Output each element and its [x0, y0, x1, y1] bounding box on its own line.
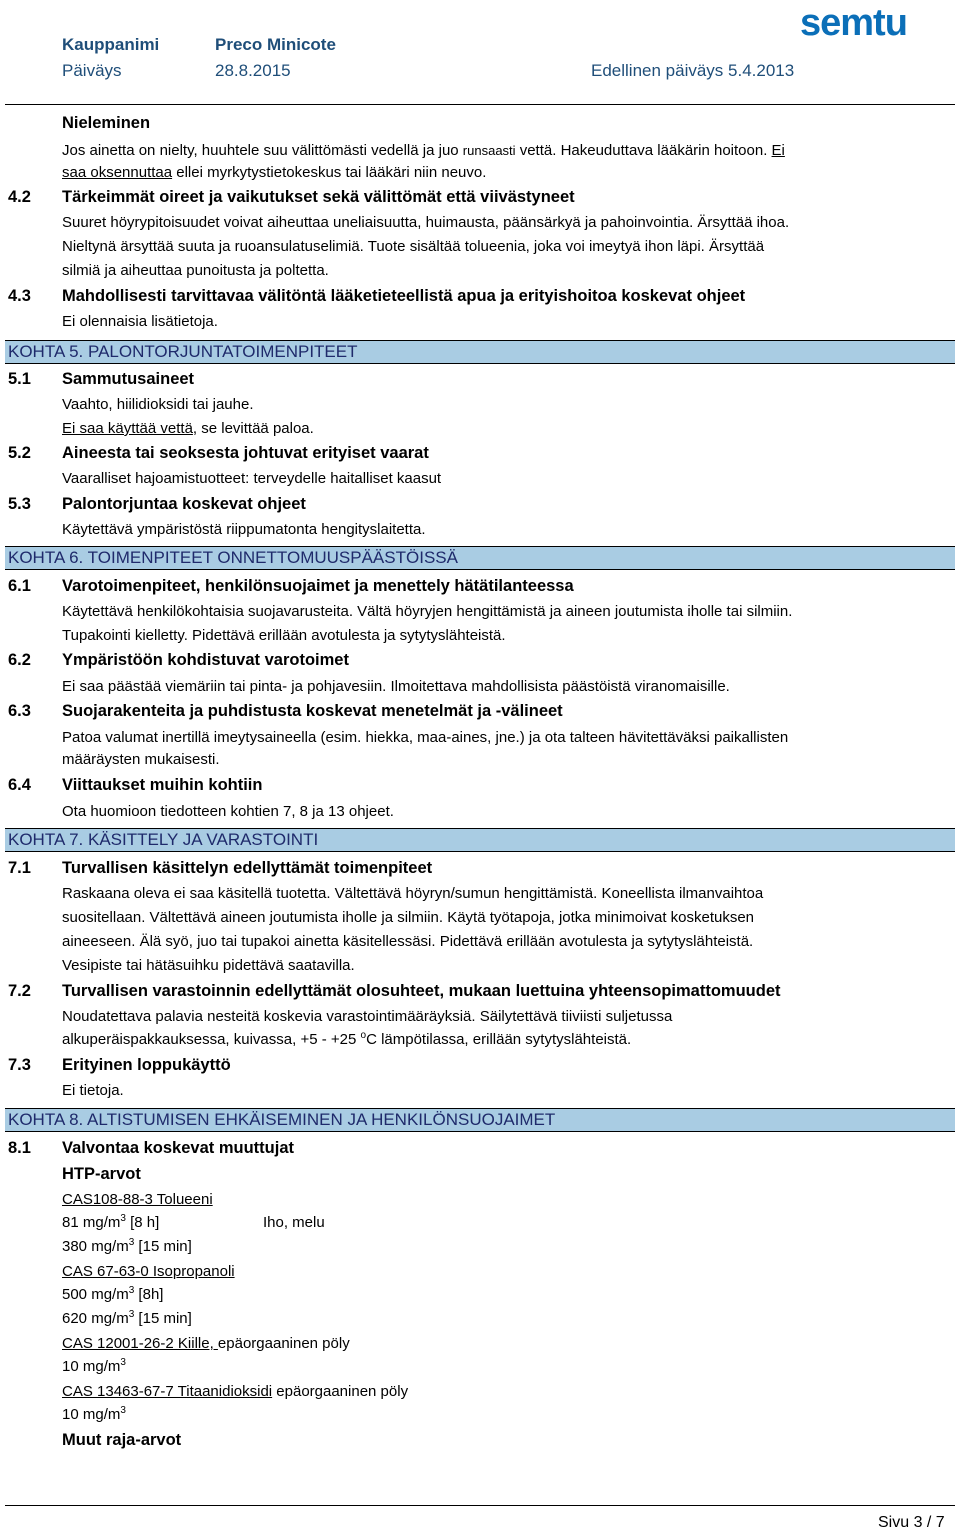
swallow-text-line2: [62, 164, 486, 181]
section-title-6-3: Suojarakenteita ja puhdistusta koskevat menetelmät ja -välineet: [62, 702, 563, 720]
section-title-6-4: Viittaukset muihin kohtiin: [62, 776, 263, 794]
section-number-7-1: 7.1: [8, 859, 31, 877]
section-title-8-1: Valvontaa koskevat muuttujat: [62, 1139, 294, 1157]
section-7-title: KOHTA 7. KÄSITTELY JA VARASTOINTI: [8, 830, 319, 849]
text-span: 3: [120, 1213, 126, 1224]
section-title-6-1: Varotoimenpiteet, henkilönsuojaimet ja menettely hätätilanteessa: [62, 577, 574, 595]
paragraph-6-2: Ei saa päästää viemäriin tai pinta- ja pohjavesiin. Ilmoitettava mahdollisista päästöistä viranomaisille.: [62, 678, 730, 695]
text-span: CAS 12001-26-2 Kiille,: [62, 1335, 218, 1352]
toluene-value-15min: [62, 1238, 192, 1255]
paragraph-7-2-line2: [62, 1031, 631, 1048]
swallow-heading: Nieleminen: [62, 114, 151, 132]
section-title-5-1: Sammutusaineet: [62, 370, 195, 388]
text-span: ellei myrkytystietokeskus tai lääkäri niin neuvo.: [172, 164, 487, 181]
paragraph-7-2-line1: Noudatettava palavia nesteitä koskevia varastointimääräyksiä. Säilytettävä tiiviisti suljetussa: [62, 1008, 673, 1025]
brand-label: Kauppanimi: [62, 35, 160, 54]
section-number-4-3: 4.3: [8, 287, 31, 305]
paragraph-7-3: Ei tietoja.: [62, 1082, 124, 1099]
semtu-logo: semtu: [800, 2, 907, 44]
paragraph-6-1-line2: Tupakointi kielletty. Pidettävä erillään avotulesta ja sytytyslähteistä.: [62, 627, 506, 644]
section-number-6-4: 6.4: [8, 776, 31, 794]
paragraph-6-3-line2: määräysten mukaisesti.: [62, 751, 220, 768]
footer-divider: [5, 1505, 955, 1506]
titanium-dioxide-value: [62, 1406, 126, 1423]
date-value: 28.8.2015: [215, 61, 291, 80]
section-title-4-2: Tärkeimmät oireet ja vaikutukset sekä välittömät että viivästyneet: [62, 188, 575, 206]
swallow-text-line1: [62, 142, 785, 159]
text-span: 3: [120, 1357, 126, 1368]
section-title-5-3: Palontorjuntaa koskevat ohjeet: [62, 495, 306, 513]
isopropanol-value-8h: [62, 1286, 163, 1303]
section-title-7-2: Turvallisen varastoinnin edellyttämät olosuhteet, mukaan luettuina yhteensopimattomuudet: [62, 982, 781, 1000]
mica-value: [62, 1358, 126, 1375]
paragraph-6-1-line1: Käytettävä henkilökohtaisia suojavarusteita. Vältä höyryjen hengittämistä ja aineen joutumista iholle tai silmiin.: [62, 603, 793, 620]
section-number-5-3: 5.3: [8, 495, 31, 513]
date-label: Päiväys: [62, 61, 122, 80]
text-span: 3: [128, 1285, 135, 1296]
text-span: 620 mg/m: [62, 1310, 129, 1327]
paragraph-4-3: Ei olennaisia lisätietoja.: [62, 313, 218, 330]
page-number: Sivu 3 / 7: [878, 1514, 945, 1531]
section-title-7-1: Turvallisen käsittelyn edellyttämät toimenpiteet: [62, 859, 433, 877]
text-span: Jos ainetta on nielty, huuhtele suu välittömästi vedellä ja juo: [62, 142, 463, 159]
text-span: alkuperäispakkauksessa, kuivassa, +5 - +25: [62, 1031, 361, 1048]
text-span: 500 mg/m: [62, 1286, 129, 1303]
section-5-band: [5, 340, 955, 364]
paragraph-6-4: Ota huomioon tiedotteen kohtien 7, 8 ja 13 ohjeet.: [62, 803, 394, 820]
paragraph-5-3: Käytettävä ympäristöstä riippumatonta hengityslaitetta.: [62, 521, 426, 538]
htp-heading: HTP-arvot: [62, 1165, 141, 1183]
section-number-7-2: 7.2: [8, 982, 31, 1000]
paragraph-7-1-line3: aineeseen. Älä syö, juo tai tupakoi ainetta käsitellessäsi. Pidettävä erillään avotulesta ja sytytyslähteistä.: [62, 933, 754, 950]
text-span: [8 h]: [125, 1214, 160, 1231]
text-span: 380 mg/m: [62, 1238, 129, 1255]
cas-titanium-dioxide: [62, 1383, 408, 1400]
paragraph-4-2-line3: silmiä ja aiheuttaa punoitusta ja poltetta.: [62, 262, 329, 279]
text-span: [15 min]: [134, 1310, 192, 1327]
section-number-6-1: 6.1: [8, 577, 31, 595]
text-span: epäorgaaninen pöly: [217, 1335, 350, 1352]
product-name: Preco Minicote: [215, 35, 336, 54]
text-span: Ei: [771, 142, 785, 159]
text-span: epäorgaaninen pöly: [272, 1383, 409, 1400]
section-number-6-3: 6.3: [8, 702, 31, 720]
text-span: 3: [128, 1309, 135, 1320]
section-number-5-2: 5.2: [8, 444, 31, 462]
section-number-6-2: 6.2: [8, 651, 31, 669]
section-5-title: KOHTA 5. PALONTORJUNTATOIMENPITEET: [8, 342, 358, 361]
text-span: Ei saa käyttää vettä: [62, 420, 193, 437]
section-number-7-3: 7.3: [8, 1056, 31, 1074]
previous-date: Edellinen päiväys 5.4.2013: [591, 61, 795, 80]
cas-isopropanol: CAS 67-63-0 Isopropanoli: [62, 1263, 235, 1280]
toluene-value-8h: [62, 1214, 159, 1231]
section-6-title: KOHTA 6. TOIMENPITEET ONNETTOMUUSPÄÄSTÖISSÄ: [8, 548, 458, 567]
text-span: 10 mg/m: [62, 1406, 121, 1423]
section-number-5-1: 5.1: [8, 370, 31, 388]
section-6-band: [5, 546, 955, 570]
section-number-4-2: 4.2: [8, 188, 31, 206]
degree-superscript: o: [360, 1030, 367, 1041]
cas-toluene: CAS108-88-3 Tolueeni: [62, 1191, 213, 1208]
text-span: vettä. Hakeuduttava lääkärin hoitoon.: [515, 142, 772, 159]
paragraph-4-2-line2: Nieltynä ärsyttää suuta ja ruoansulatuselimiä. Tuote sisältää tolueenia, joka voi imeytyä ihon läpi. Ärsyttää: [62, 238, 765, 255]
section-8-band: [5, 1108, 955, 1132]
section-7-band: [5, 828, 955, 852]
paragraph-6-3-line1: Patoa valumat inertillä imeytysaineella (esim. hiekka, maa-aines, jne.) ja ota talteen hävitettäväksi paikallisten: [62, 729, 789, 746]
paragraph-7-1-line4: Vesipiste tai hätäsuihku pidettävä saatavilla.: [62, 957, 355, 974]
text-span: [8h]: [134, 1286, 164, 1303]
text-span: C lämpötilassa, erillään sytytyslähteistä.: [366, 1031, 632, 1048]
text-span: 3: [128, 1237, 135, 1248]
section-title-5-2: Aineesta tai seoksesta johtuvat erityiset vaarat: [62, 444, 429, 462]
isopropanol-value-15min: [62, 1310, 192, 1327]
paragraph-5-2: Vaaralliset hajoamistuotteet: terveydelle haitalliset kaasut: [62, 470, 442, 487]
text-span: [15 min]: [134, 1238, 192, 1255]
paragraph-4-2-line1: Suuret höyrypitoisuudet voivat aiheuttaa uneliaisuutta, huimausta, päänsärkyä ja pahoinvointia. Ärsyttää ihoa.: [62, 214, 790, 231]
section-title-7-3: Erityinen loppukäyttö: [62, 1056, 231, 1074]
other-limits-heading: Muut raja-arvot: [62, 1431, 182, 1449]
paragraph-7-1-line2: suositellaan. Vältettävä aineen joutumista iholle ja silmiin. Käytä työtapoja, jotka minimoivat kosketuksen: [62, 909, 755, 926]
text-span: 10 mg/m: [62, 1358, 121, 1375]
text-span: 3: [120, 1405, 126, 1416]
paragraph-7-1-line1: Raskaana oleva ei saa käsitellä tuotetta. Vältettävä höyryn/sumun hengittämistä. Koneellista ilmanvaihtoa: [62, 885, 764, 902]
paragraph-5-1-line2: [62, 420, 314, 437]
header-divider: [5, 104, 955, 105]
section-number-8-1: 8.1: [8, 1139, 31, 1157]
text-span: saa oksennuttaa: [62, 164, 173, 181]
toluene-note: Iho, melu: [263, 1214, 325, 1231]
cas-mica: [62, 1335, 350, 1352]
section-title-4-3: Mahdollisesti tarvittavaa välitöntä lääketieteellistä apua ja erityishoitoa koskevat ohjeet: [62, 287, 746, 305]
text-span: , se levittää paloa.: [192, 420, 314, 437]
section-8-title: KOHTA 8. ALTISTUMISEN EHKÄISEMINEN JA HENKILÖNSUOJAIMET: [8, 1110, 556, 1129]
paragraph-5-1-line1: Vaahto, hiilidioksidi tai jauhe.: [62, 396, 254, 413]
text-span: 81 mg/m: [62, 1214, 121, 1231]
section-title-6-2: Ympäristöön kohdistuvat varotoimet: [62, 651, 349, 669]
text-span: runsaasti: [462, 143, 516, 158]
text-span: CAS 13463-67-7 Titaanidioksidi: [62, 1383, 273, 1400]
